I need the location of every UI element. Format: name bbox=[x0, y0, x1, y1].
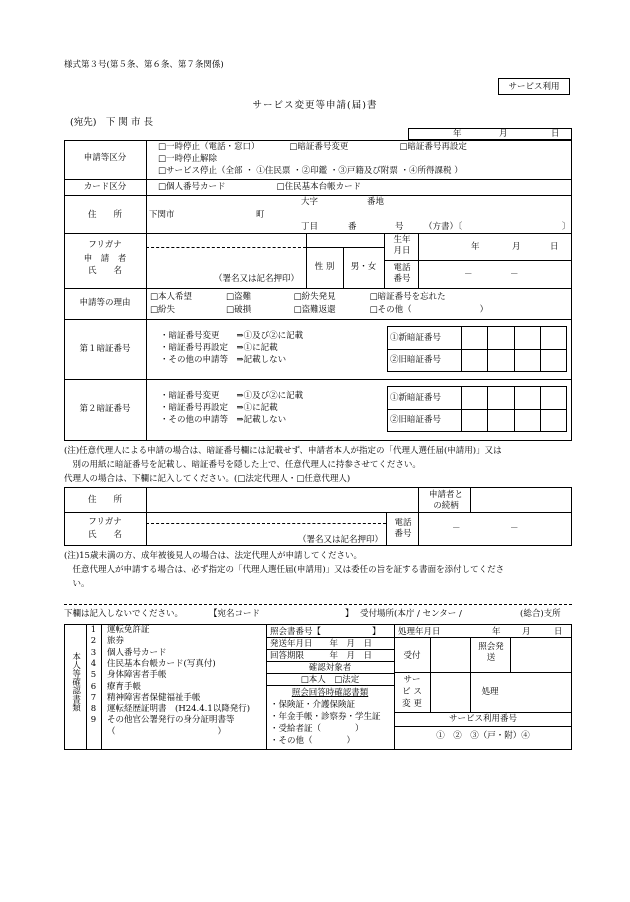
address-ban: 番 bbox=[348, 222, 357, 232]
date-box[interactable] bbox=[408, 128, 572, 140]
applicant-label: 申 請 者 bbox=[83, 254, 127, 264]
section1-line-1[interactable]: □一時停止（電話・窓口） □暗証番号変更 □暗証番号再設定 bbox=[158, 142, 467, 152]
furigana-input[interactable] bbox=[148, 236, 304, 246]
section1-line-2[interactable]: □一時停止解除 bbox=[158, 154, 218, 164]
inquiry-doc-title: 照会回答時確認書類 bbox=[291, 688, 369, 698]
id-doc-number: 4 bbox=[90, 658, 97, 669]
office-header-place: 受付場所(本庁 / センター / bbox=[360, 609, 462, 619]
agent-phone-dash-1: － bbox=[452, 524, 461, 534]
birth-year: 年 bbox=[471, 242, 480, 252]
pin1-instr-2: ・暗証番号再設定 ⇒①に記載 bbox=[160, 343, 278, 353]
inquiry-doc-2: ・年金手帳・診察券・学生証 bbox=[270, 712, 381, 722]
address-bracket-end: 〕 bbox=[562, 222, 571, 232]
furigana-label: フリガナ bbox=[88, 240, 122, 250]
applicant-name-label: 氏 名 bbox=[87, 266, 122, 276]
pin2-instr-1: ・暗証番号変更 ⇒①及び②に記載 bbox=[160, 391, 304, 401]
address-go: 号 bbox=[395, 222, 404, 232]
pin1-old-input[interactable] bbox=[462, 350, 566, 371]
sex-label: 性 別 bbox=[314, 262, 335, 272]
address-city: 下関市 bbox=[149, 210, 175, 220]
inquiry-no: 照会書番号【 】 bbox=[270, 627, 381, 637]
pin1-instr-3: ・その他の申請等 ⇒記載しない bbox=[160, 355, 287, 365]
agent-furigana-label: フリガナ bbox=[88, 517, 122, 527]
addressee: (宛先) 下 関 市 長 bbox=[70, 117, 153, 128]
service-tag-box bbox=[498, 78, 570, 95]
agent-address-input[interactable] bbox=[148, 489, 416, 510]
pin2-label: 第２暗証番号 bbox=[79, 404, 131, 414]
agent-sign-note: （署名又は記名押印） bbox=[298, 535, 384, 545]
note2-line-2: 任意代理人が申請する場合は、必ず指定の「代理人選任届(申請用)」又は委任の旨を証する書面を添付してくださ bbox=[64, 565, 505, 575]
inquiry-doc-4: ・その他（ ） bbox=[270, 736, 356, 746]
id-doc-item[interactable]: 精神障害者保健福祉手帳 bbox=[107, 692, 201, 703]
agent-furigana-input[interactable] bbox=[148, 514, 384, 522]
service-number-options: ① ② ③（戸・附）④ bbox=[436, 731, 530, 741]
note2-line-3: い。 bbox=[64, 579, 90, 589]
inquiry-doc-3: ・受給者証（ ） bbox=[270, 724, 364, 734]
agent-intro: 代理人の場合は、下欄に記入してください。(□法定代理人・□任意代理人) bbox=[64, 474, 351, 484]
note2-line-1: (注)15歳未満の方、成年被後見人の場合は、法定代理人が申請してください。 bbox=[64, 551, 362, 561]
note1-line-2: 別の用紙に暗証番号を記載し、暗証番号を隠した上で、任意代理人に持参させてください。 bbox=[64, 460, 421, 470]
id-doc-item[interactable]: 旅券 bbox=[107, 636, 125, 647]
form-number: 様式第３号(第５条、第６条、第７条関係) bbox=[64, 60, 224, 70]
phone-dash-1: － bbox=[464, 270, 473, 280]
pin1-label: 第１暗証番号 bbox=[79, 344, 131, 354]
section1-label: 申請等区分 bbox=[83, 153, 127, 163]
inquiry-target-label: 確認対象者 bbox=[308, 663, 352, 673]
inquiry-deadline: 回答期限 年 月 日 bbox=[270, 651, 373, 661]
agent-name-label: 氏 名 bbox=[87, 530, 122, 540]
pin2-instr-3: ・その他の申請等 ⇒記載しない bbox=[160, 415, 287, 425]
section1-line-3[interactable]: □サービス停止（全部 ・ ①住民票 ・②印鑑 ・③戸籍及び附票 ・④所得課税 ） bbox=[158, 166, 463, 176]
phone-dash-2: － bbox=[510, 270, 519, 280]
address-cho: 町 bbox=[256, 210, 265, 220]
pin2-old-input[interactable] bbox=[462, 410, 566, 431]
process-accept: 受付 bbox=[403, 651, 421, 661]
address-katagaki: （方書）〔 bbox=[424, 222, 463, 232]
id-doc-item[interactable]: 療育手帳 bbox=[107, 681, 142, 692]
reason-row-1[interactable]: □本人希望 □盗難 □紛失発見 □暗証番号を忘れた bbox=[150, 292, 446, 302]
id-doc-other-paren: （ ） bbox=[107, 726, 227, 737]
phone-input[interactable] bbox=[420, 262, 570, 286]
id-doc-number: 2 bbox=[90, 636, 97, 647]
id-doc-number: 5 bbox=[90, 670, 97, 681]
agent-phone-dash-2: － bbox=[510, 524, 519, 534]
id-doc-number: 7 bbox=[90, 692, 97, 703]
process-svc-change-2: ビ ス bbox=[402, 687, 422, 697]
id-doc-number: 1 bbox=[90, 625, 97, 635]
inquiry-doc-1: ・保険証・介護保険証 bbox=[270, 700, 356, 710]
process-month: 月 bbox=[522, 627, 531, 637]
id-doc-item[interactable]: 個人番号カード bbox=[107, 647, 167, 658]
id-doc-number: 8 bbox=[90, 704, 97, 715]
process-inquiry-send: 照会発送 bbox=[478, 642, 504, 663]
inquiry-sent: 発送年月日 年 月 日 bbox=[270, 639, 373, 649]
office-header-left: 下欄は記入しないでください。 bbox=[64, 609, 184, 619]
service-number-label: サービス利用番号 bbox=[448, 714, 517, 724]
id-doc-item[interactable]: 住民基本台帳カード(写真付) bbox=[107, 658, 216, 669]
pin2-new-input[interactable] bbox=[462, 387, 566, 408]
address-input[interactable] bbox=[148, 208, 568, 230]
pin2-new-label: ①新暗証番号 bbox=[390, 393, 442, 403]
date-month: 月 bbox=[499, 129, 508, 139]
address-label: 住 所 bbox=[87, 210, 122, 220]
office-header-branch: (総合)支所 bbox=[520, 609, 561, 619]
process-date-label: 処理年月日 bbox=[398, 627, 441, 637]
agent-relation-label: 申請者との続柄 bbox=[428, 490, 463, 511]
id-doc-item[interactable]: その他官公署発行の身分証明書等 bbox=[107, 715, 235, 726]
birth-month: 月 bbox=[512, 242, 521, 252]
card-type-label: カード区分 bbox=[83, 182, 127, 192]
applicant-sign-note: （署名又は記名押印） bbox=[214, 274, 300, 284]
agent-address-label: 住 所 bbox=[87, 495, 122, 505]
agent-phone-input[interactable] bbox=[420, 514, 570, 544]
office-header-code: 【宛名コード 】 bbox=[209, 609, 354, 619]
birth-day: 日 bbox=[550, 242, 559, 252]
pin1-instr-1: ・暗証番号変更 ⇒①及び②に記載 bbox=[160, 331, 304, 341]
address-aza: 大字 bbox=[301, 197, 319, 207]
sex-options[interactable]: 男・女 bbox=[350, 262, 377, 272]
pin2-old-label: ②旧暗証番号 bbox=[390, 415, 442, 425]
id-docs-vlabel: 本人等確認書類 bbox=[70, 652, 81, 712]
note1-line-1: (注)任意代理人による申請の場合は、暗証番号欄には記載せず、申請者本人が指定の「代理人選任届(申請用)」又は bbox=[64, 446, 502, 456]
birth-date-input[interactable] bbox=[420, 236, 570, 258]
id-doc-number: 6 bbox=[90, 681, 97, 692]
process-day: 日 bbox=[554, 627, 563, 637]
process-year: 年 bbox=[492, 627, 501, 637]
phone-label: 電話番号 bbox=[393, 263, 411, 284]
pin1-old-label: ②旧暗証番号 bbox=[390, 355, 442, 365]
id-doc-item[interactable]: 運転経歴証明書 (H24.4.1以降発行) bbox=[107, 704, 251, 715]
id-doc-number: 9 bbox=[90, 715, 97, 726]
pin2-instr-2: ・暗証番号再設定 ⇒①に記載 bbox=[160, 403, 278, 413]
birth-label: 生年月日 bbox=[393, 235, 411, 256]
address-chome: 丁目 bbox=[301, 222, 319, 232]
page-title: サービス変更等申請(届)書 bbox=[252, 100, 378, 111]
address-banchi: 番地 bbox=[367, 197, 385, 207]
inquiry-target-options[interactable]: □本人 □法定 bbox=[300, 675, 360, 685]
pin1-new-input[interactable] bbox=[462, 327, 566, 348]
id-doc-item[interactable]: 運転免許証 bbox=[107, 625, 150, 635]
date-year: 年 bbox=[453, 129, 462, 139]
card-type-options[interactable]: □個人番号カード □住民基本台帳カード bbox=[158, 182, 362, 192]
agent-relation-input[interactable] bbox=[472, 489, 570, 510]
date-day: 日 bbox=[551, 129, 560, 139]
process-svc-change-3: 変 更 bbox=[402, 699, 422, 709]
id-doc-number: 3 bbox=[90, 647, 97, 658]
reason-row-2[interactable]: □紛失 □破損 □盗難返還 □その他（ ） bbox=[150, 305, 489, 315]
service-tag: サービス利用 bbox=[508, 82, 560, 92]
pin1-new-label: ①新暗証番号 bbox=[390, 333, 442, 343]
agent-phone-label: 電話番号 bbox=[394, 518, 412, 539]
reason-label: 申請等の理由 bbox=[79, 298, 131, 308]
id-doc-item[interactable]: 身体障害者手帳 bbox=[107, 670, 167, 681]
process-proc: 処理 bbox=[481, 687, 499, 697]
process-svc-change-1: サー bbox=[403, 675, 421, 685]
